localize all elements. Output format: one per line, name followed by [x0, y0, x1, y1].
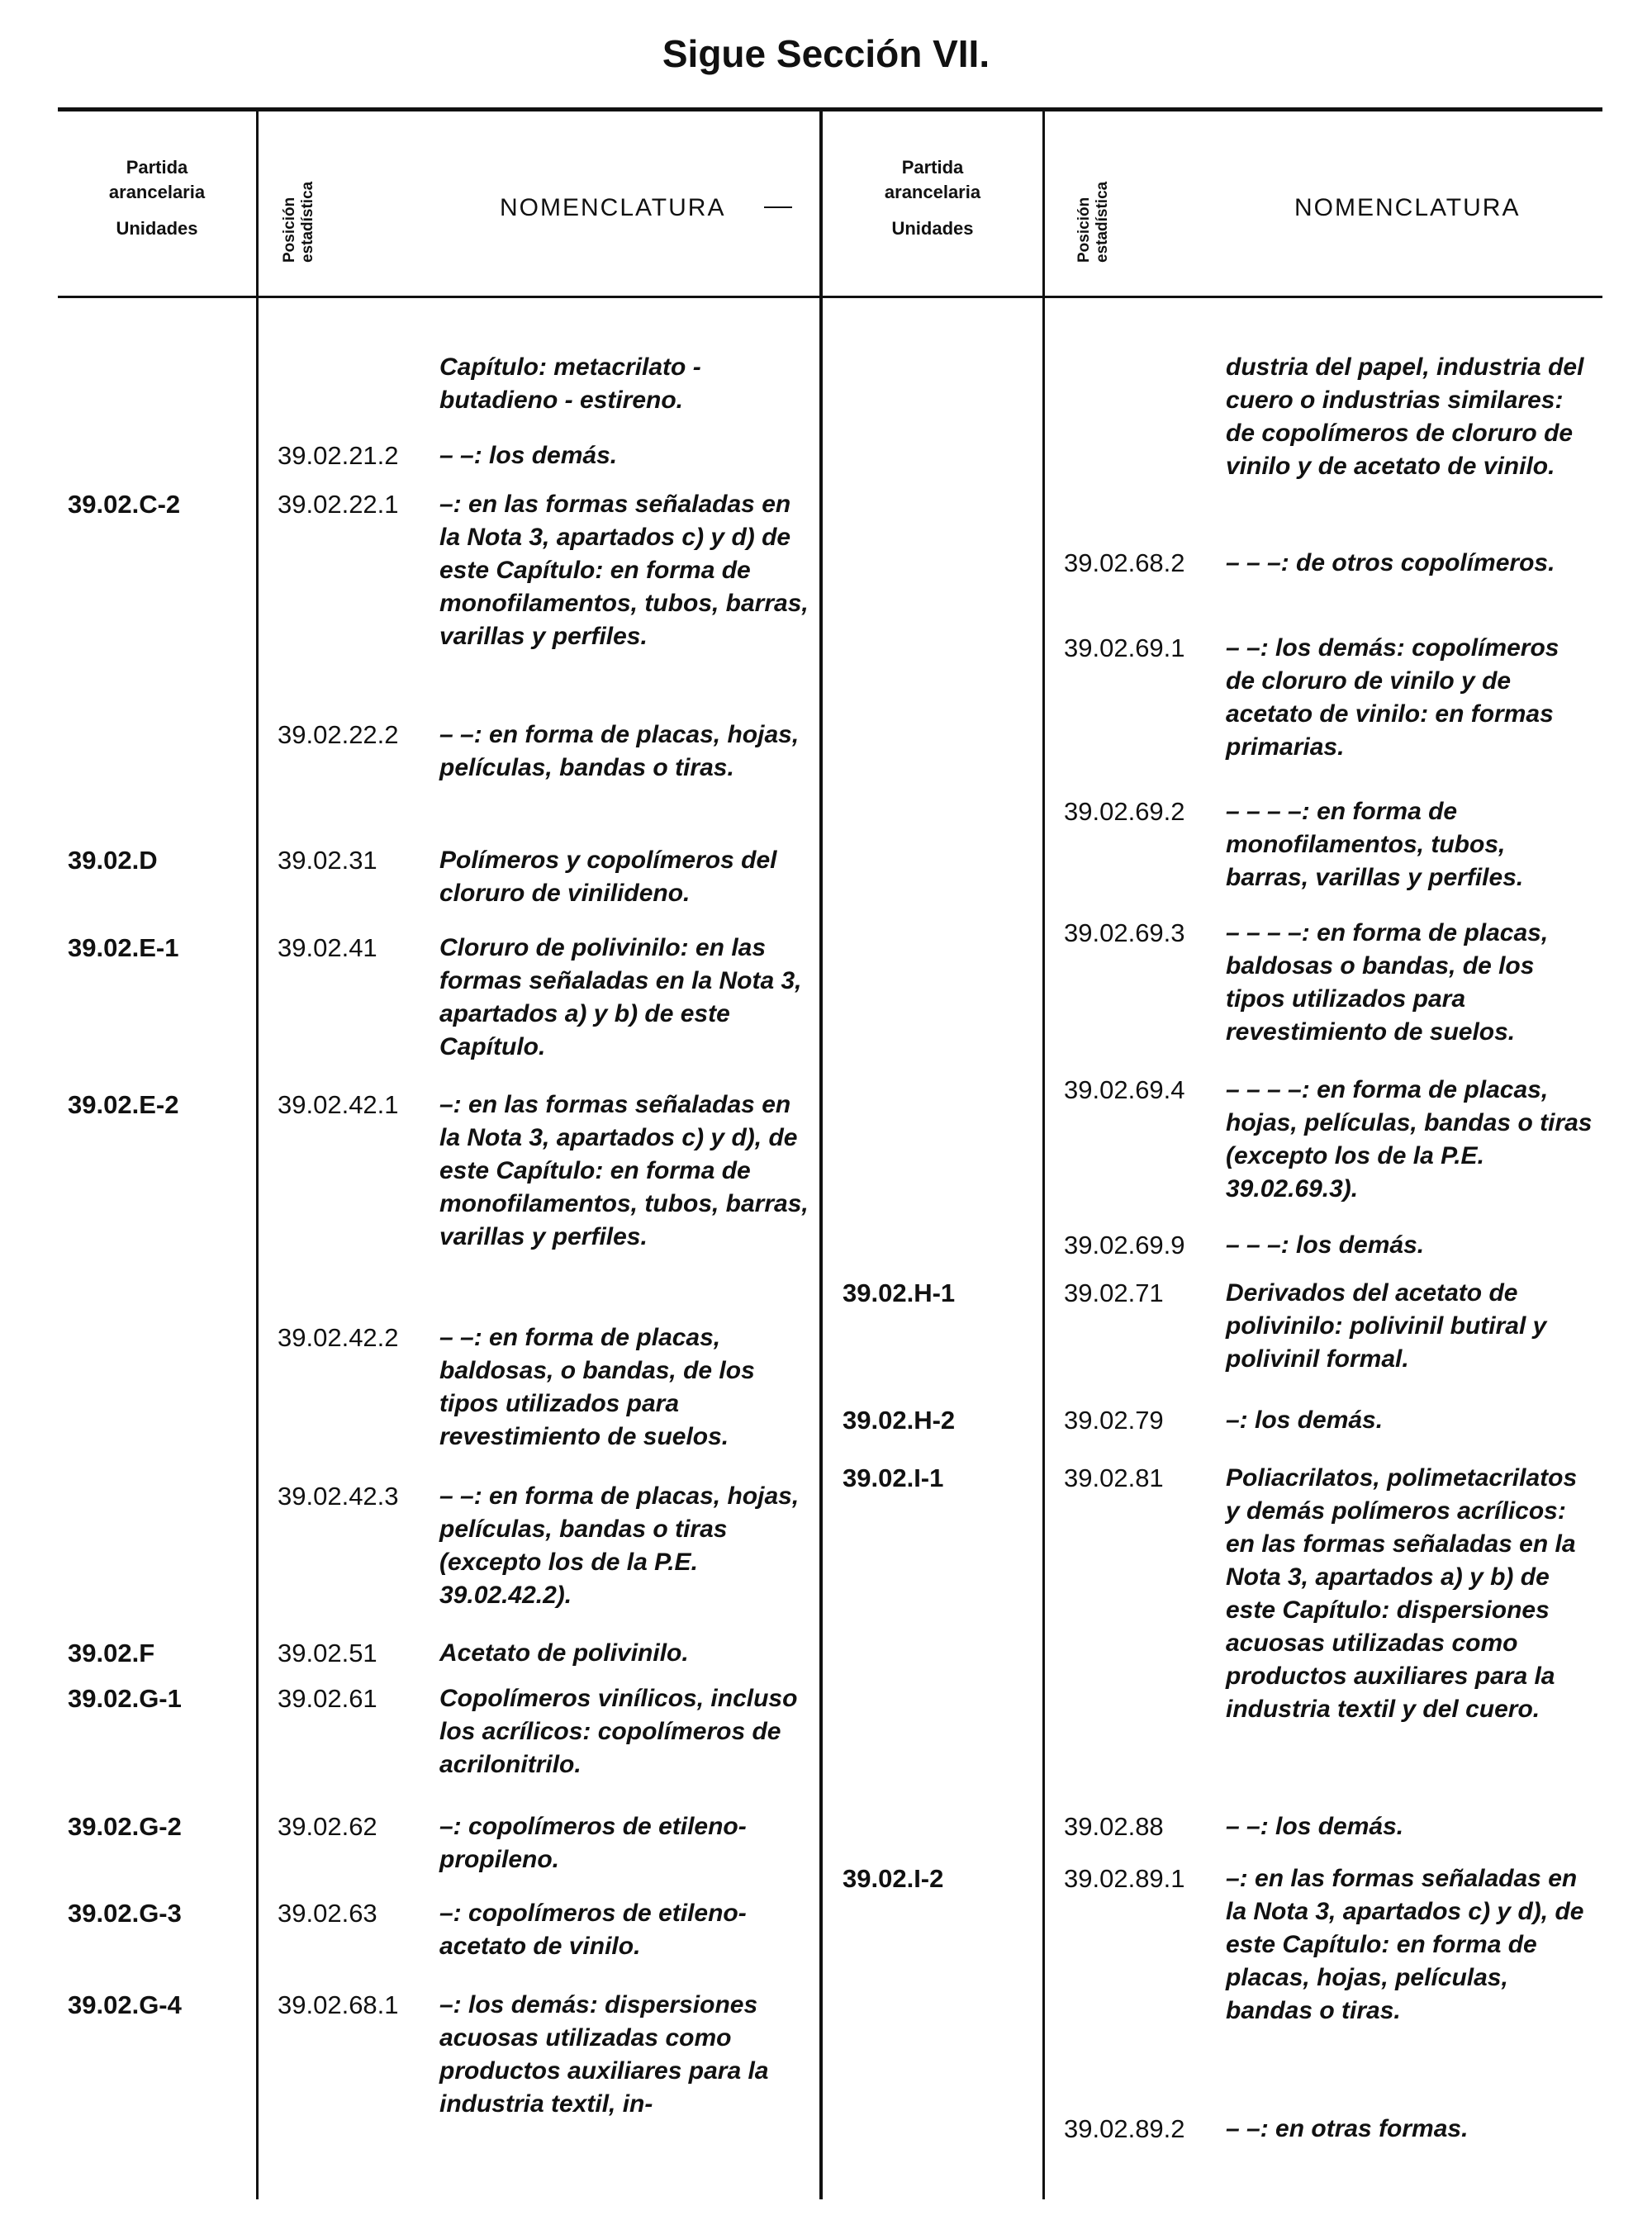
nomenclatura-text: –: en las formas señaladas en la Nota 3, apartados c) y d), de este Capítulo: en forma de monofilamentos, tubos, barras, varillas y perfiles. — [439, 1091, 809, 1250]
partida-code: 39.02.I-2 — [843, 1864, 944, 1893]
posicion-code: 39.02.69.1 — [1064, 633, 1185, 662]
posicion-code: 39.02.21.2 — [278, 441, 399, 470]
posicion-code: 39.02.42.1 — [278, 1090, 399, 1119]
posicion-code: 39.02.68.1 — [278, 1990, 399, 2019]
posicion-code: 39.02.42.3 — [278, 1482, 399, 1511]
nomenclatura-text: –: en las formas señaladas en la Nota 3, apartados c) y d) de este Capítulo: en forma de monofilamentos, tubos, barras, varillas y perfiles. — [439, 491, 809, 650]
nomenclatura-text: dustria del papel, industria del cuero o industrias similares: de copolímeros de cloruro de vinilo y de acetato de vinilo. — [1226, 353, 1584, 480]
partida-code: 39.02.G-3 — [68, 1899, 182, 1928]
posicion-code: 39.02.41 — [278, 933, 377, 962]
posicion-code: 39.02.42.2 — [278, 1323, 399, 1352]
table-top-rule — [58, 107, 1602, 111]
posicion-code: 39.02.69.3 — [1064, 918, 1185, 947]
partida-code: 39.02.H-2 — [843, 1406, 956, 1435]
partida-code: 39.02.E-1 — [68, 933, 179, 962]
nomenclatura-text: – –: en forma de placas, hojas, películas, bandas o tiras (excepto los de la P.E. 39.02.42.2). — [439, 1482, 800, 1609]
posicion-code: 39.02.89.2 — [1064, 2114, 1185, 2143]
posicion-code: 39.02.31 — [278, 846, 377, 875]
header-partida-right: Partida arancelaria Unidades — [884, 157, 981, 239]
posicion-code: 39.02.61 — [278, 1684, 377, 1713]
nomenclatura-text: Derivados del acetato de polivinilo: polivinil butiral y polivinil formal. — [1226, 1279, 1547, 1373]
header-posicion-left: Posición estadística — [281, 181, 316, 263]
posicion-code: 39.02.79 — [1064, 1406, 1164, 1435]
partida-code: 39.02.D — [68, 846, 158, 875]
posicion-code: 39.02.62 — [278, 1812, 377, 1841]
nomenclatura-text: – –: en forma de placas, hojas, películas, bandas o tiras. — [439, 721, 800, 781]
nomenclatura-text: Copolímeros vinílicos, incluso los acrílicos: copolímeros de acrilonitrilo. — [439, 1685, 798, 1778]
nomenclatura-text: –: los demás: dispersiones acuosas utilizadas como productos auxiliares para la industria textil, in- — [439, 1991, 769, 2118]
posicion-code: 39.02.69.4 — [1064, 1075, 1185, 1104]
nomenclatura-text: Acetato de polivinilo. — [439, 1639, 689, 1667]
page-title: Sigue Sección VII. — [662, 32, 990, 75]
nomenclatura-text: Poliacrilatos, polimetacrilatos y demás polímeros acrílicos: en las formas señaladas en la Nota 3, apartados a) y b) de este Capítulo: dispersiones acuosas utilizadas como productos auxiliares para la industria textil y del cuero. — [1226, 1464, 1578, 1723]
nomenclatura-text: Cloruro de polivinilo: en las formas señaladas en la Nota 3, apartados a) y b) de este Capítulo. — [439, 934, 802, 1060]
nomenclatura-text: – –: en otras formas. — [1226, 2115, 1469, 2142]
partida-code: 39.02.G-2 — [68, 1812, 182, 1841]
nomenclatura-text: – –: los demás: copolímeros de cloruro de vinilo y de acetato de vinilo: en formas primarias. — [1226, 634, 1559, 761]
posicion-code: 39.02.22.2 — [278, 720, 399, 749]
header-bottom-rule — [58, 296, 1602, 298]
posicion-code: 39.02.69.9 — [1064, 1231, 1185, 1259]
posicion-code: 39.02.69.2 — [1064, 797, 1185, 826]
nomenclatura-text: – –: los demás. — [439, 442, 618, 469]
partida-code: 39.02.C-2 — [68, 490, 181, 519]
nomenclatura-text: –: los demás. — [1226, 1406, 1384, 1434]
posicion-code: 39.02.22.1 — [278, 490, 399, 519]
nomenclatura-text: Polímeros y copolímeros del cloruro de vinilideno. — [439, 847, 777, 907]
nomenclatura-text: –: copolímeros de etileno-propileno. — [439, 1813, 747, 1873]
partida-code: 39.02.G-1 — [68, 1684, 182, 1713]
nomenclatura-text: – –: los demás. — [1226, 1813, 1404, 1840]
partida-code: 39.02.H-1 — [843, 1278, 956, 1307]
nomenclatura-text: – – – –: en forma de monofilamentos, tubos, barras, varillas y perfiles. — [1226, 798, 1524, 891]
nomenclatura-text: – – – –: en forma de placas, hojas, películas, bandas o tiras (excepto los de la P.E. 39.02.69.3). — [1226, 1076, 1593, 1202]
posicion-code: 39.02.71 — [1064, 1278, 1164, 1307]
header-nomenclatura-left: NOMENCLATURA — [500, 194, 726, 221]
header-dash-mark — [764, 206, 792, 208]
header-nomenclatura-right: NOMENCLATURA — [1294, 194, 1521, 221]
nomenclatura-text: – – –: de otros copolímeros. — [1226, 549, 1555, 576]
nomenclatura-text: – –: en forma de placas, baldosas, o bandas, de los tipos utilizados para revestimiento de suelos. — [439, 1324, 755, 1450]
header-posicion-right: Posición estadística — [1075, 181, 1111, 263]
header-partida-left: Partida arancelaria Unidades — [108, 157, 206, 239]
partida-code: 39.02.E-2 — [68, 1090, 179, 1119]
nomenclatura-text: –: en las formas señaladas en la Nota 3, apartados c) y d), de este Capítulo: en forma de placas, hojas, películas, bandas o tiras. — [1226, 1865, 1584, 2024]
nomenclatura-text: – – –: los demás. — [1226, 1231, 1425, 1259]
posicion-code: 39.02.81 — [1064, 1463, 1164, 1492]
column-divider-2 — [819, 110, 823, 2199]
nomenclatura-text: Capítulo: metacrilato - butadieno - estireno. — [439, 353, 701, 414]
posicion-code: 39.02.89.1 — [1064, 1864, 1185, 1893]
posicion-code: 39.02.51 — [278, 1639, 377, 1667]
column-divider-1 — [256, 110, 259, 2199]
posicion-code: 39.02.68.2 — [1064, 548, 1185, 577]
nomenclatura-text: –: copolímeros de etileno-acetato de vinilo. — [439, 1900, 747, 1960]
partida-code: 39.02.G-4 — [68, 1990, 182, 2019]
posicion-code: 39.02.88 — [1064, 1812, 1164, 1841]
column-divider-3 — [1042, 110, 1045, 2199]
nomenclatura-text: – – – –: en forma de placas, baldosas o bandas, de los tipos utilizados para revestimiento de suelos. — [1226, 919, 1549, 1046]
posicion-code: 39.02.63 — [278, 1899, 377, 1928]
partida-code: 39.02.F — [68, 1639, 155, 1667]
partida-code: 39.02.I-1 — [843, 1463, 944, 1492]
